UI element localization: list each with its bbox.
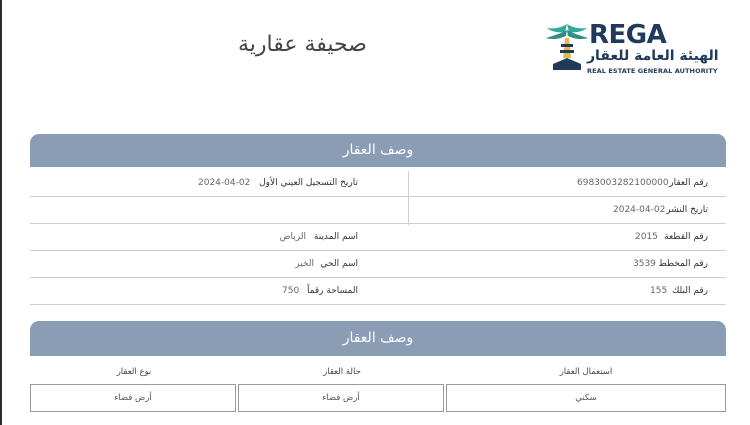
- block-number-label: رقم البلك: [671, 286, 708, 296]
- table-row: [30, 225, 726, 251]
- parcel-number-label: رقم القطعة: [664, 232, 708, 242]
- block-number-value: 155: [650, 286, 668, 296]
- palm-logo-icon: [545, 20, 589, 74]
- first-registration-date-label: تاريخ التسجيل العيني الأول: [259, 178, 358, 188]
- city-name-label: اسم المدينة: [313, 232, 358, 242]
- property-type-label: نوع العقار: [116, 367, 152, 377]
- page-edge: [0, 0, 2, 425]
- publish-date-value: 2024-04-02: [613, 205, 666, 215]
- logo-english-text: REAL ESTATE GENERAL AUTHORITY: [587, 67, 718, 75]
- property-number-label: رقم العقار: [669, 178, 708, 188]
- plan-number-value: 3539: [633, 259, 656, 269]
- table-row: [30, 198, 726, 224]
- property-use-label: استعمال العقار: [559, 367, 613, 377]
- property-status-label: حالة العقار: [323, 367, 361, 377]
- section-header-property-details: وصف العقار: [30, 321, 726, 356]
- table-row: [30, 171, 726, 197]
- city-name-value: الرياض: [279, 232, 306, 242]
- property-use-value: سكني: [446, 384, 726, 412]
- area-label: المساحة رقماً: [306, 286, 358, 296]
- logo-latin-text: REGA: [589, 20, 667, 50]
- publish-date-label: تاريخ النشر: [666, 205, 708, 215]
- first-registration-date-value: 2024-04-02: [198, 178, 251, 188]
- area-value: 750: [282, 286, 300, 296]
- plan-number-label: رقم المخطط: [658, 259, 708, 269]
- table-row: [30, 252, 726, 278]
- parcel-number-value: 2015: [635, 232, 658, 242]
- document-title: صحيفة عقارية: [238, 32, 367, 57]
- rega-logo: [545, 20, 735, 78]
- column-divider: [408, 171, 409, 225]
- property-type-value: أرض فضاء: [30, 384, 236, 412]
- property-status-value: أرض فضاء: [238, 384, 444, 412]
- logo-arabic-text: الهيئة العامة للعقار: [587, 48, 719, 64]
- property-number-value: 6983003282100000: [577, 178, 669, 188]
- section-header-property-description: وصف العقار: [30, 134, 726, 167]
- table-row: [30, 279, 726, 305]
- district-name-label: اسم الحي: [320, 259, 358, 269]
- district-name-value: الخير: [295, 259, 314, 269]
